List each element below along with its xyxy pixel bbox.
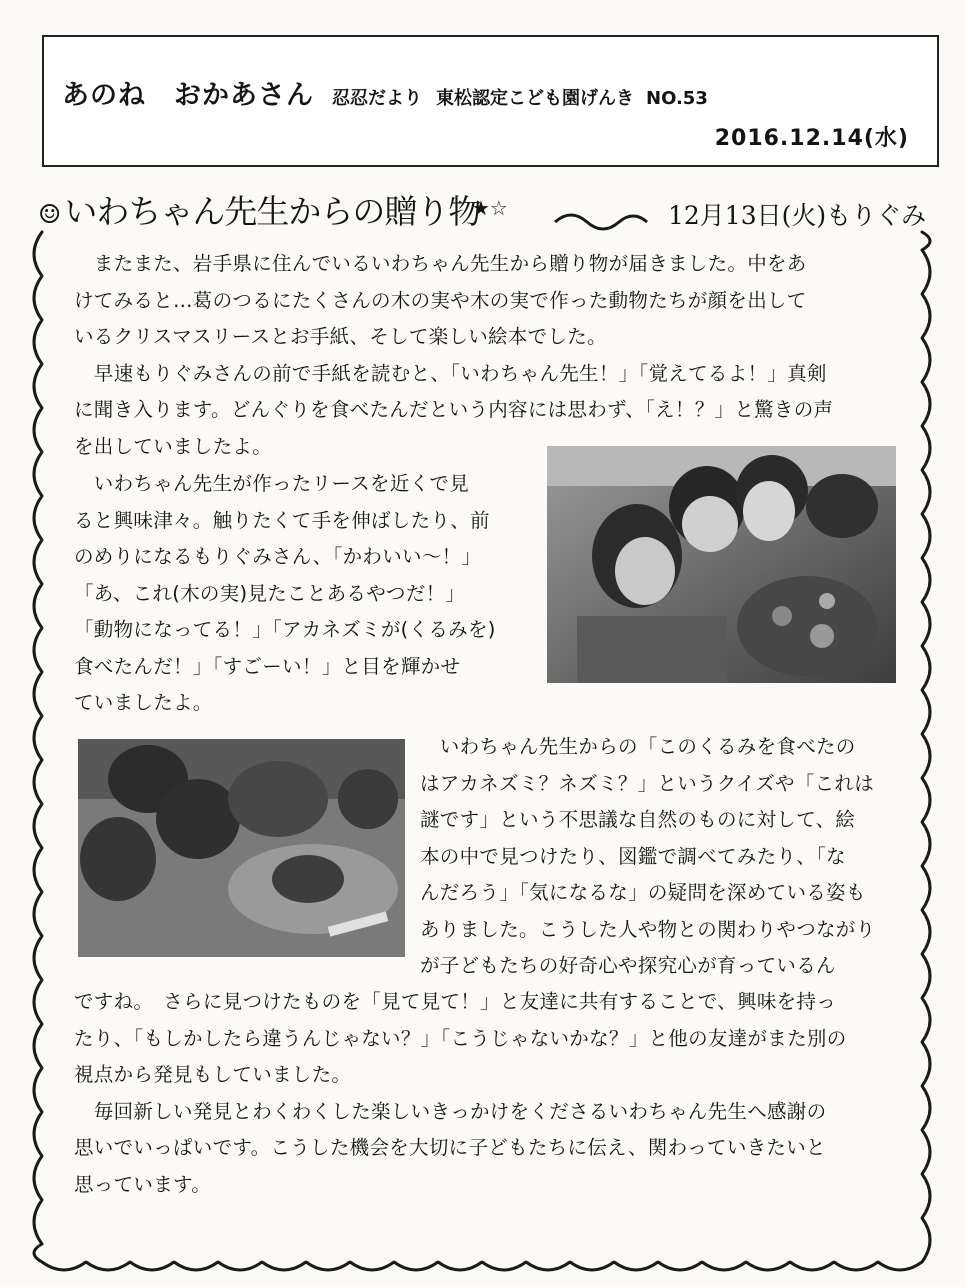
- text-line: に聞き入ります。どんぐりを食べたんだという内容には思わず、「え！？」と驚きの声: [74, 398, 834, 421]
- text-line: いるクリスマスリースとお手紙、そして楽しい絵本でした。: [74, 325, 607, 348]
- article-heading: [38, 186, 480, 233]
- wavy-line: [555, 215, 647, 229]
- article-body-middle: [74, 466, 539, 722]
- text-line: いわちゃん先生からの「このくるみを食べたの: [420, 735, 856, 758]
- text-line: たり、「もしかしたら違うんじゃない？」「こうじゃないかな？」と他の友達がまた別の: [74, 1026, 847, 1050]
- text-line: はアカネズミ？ネズミ？」というクイズや「これは: [420, 771, 875, 795]
- text-line: 「あ、これ(木の実)見たことあるやつだ！」: [74, 581, 466, 605]
- text-line: またまた、岩手県に住んでいるいわちゃん先生から贈り物が届きました。中をあ: [74, 252, 807, 275]
- text-line: が子どもたちの好奇心や探究心が育っているん: [420, 954, 836, 977]
- text-line: 毎回新しい発見とわくわくした楽しいきっかけをくださるいわちゃん先生へ感謝の: [74, 1099, 827, 1123]
- photo-children-wreath: [547, 446, 896, 683]
- title-sub: 忍忍だより: [332, 88, 422, 109]
- issue-number: NO.53: [646, 88, 708, 109]
- text-line: ていましたよ。: [74, 691, 213, 714]
- text-line: 「動物になってる！」「アカネズミが(くるみを): [74, 618, 496, 641]
- text-line: んだろう」「気になるな」の疑問を深めている姿も: [420, 881, 866, 904]
- text-line: けてみると…葛のつるにたくさんの木の実や木の実で作った動物たちが顔を出して: [74, 288, 807, 312]
- article-title: いわちゃん先生からの贈り物: [64, 192, 481, 231]
- article-date: 12月13日(火)もりぐみ: [668, 201, 927, 230]
- text-line: いわちゃん先生が作ったリースを近くで見: [74, 472, 470, 495]
- text-line: 早速もりぐみさんの前で手紙を読むと、「いわちゃん先生！」「覚えてるよ！」真剣: [74, 361, 827, 385]
- text-line: 思いでいっぱいです。こうした機会を大切に子どもたちに伝え、関わっていきたいと: [74, 1136, 826, 1159]
- text-line: ると興味津々。触りたくて手を伸ばしたり、前: [74, 508, 490, 532]
- text-line: 謎です」という不思議な自然のものに対して、絵: [420, 808, 856, 831]
- text-line: 本の中で見つけたり、図鑑で調べてみたり、「な: [420, 844, 846, 868]
- text-line: のめりになるもりぐみさん、「かわいい～！」: [74, 545, 482, 568]
- photo-children-table: [78, 739, 405, 957]
- title-main: あのね おかあさん: [62, 80, 314, 111]
- smile-icon: ☺: [38, 200, 61, 230]
- article-body-right: [420, 729, 900, 985]
- school-name: 東松認定こども園げんき: [436, 88, 634, 109]
- text-line: 思っています。: [74, 1172, 212, 1196]
- issue-date: 2016.12.14(水): [714, 126, 909, 151]
- text-line: ですね。 さらに見つけたものを「見て見て！」と友達に共有することで、興味を持っ: [74, 990, 837, 1013]
- text-line: ありました。こうした人や物との関わりやつながり: [420, 917, 876, 941]
- article-body-top: [74, 246, 894, 465]
- text-line: 食べたんだ！」「すごーい！」と目を輝かせ: [74, 654, 461, 678]
- article-body-bottom: [74, 984, 904, 1203]
- star-icon: ★☆: [472, 196, 508, 220]
- text-line: を出していましたよ。: [74, 434, 273, 458]
- text-line: 視点から発見もしていました。: [74, 1063, 352, 1086]
